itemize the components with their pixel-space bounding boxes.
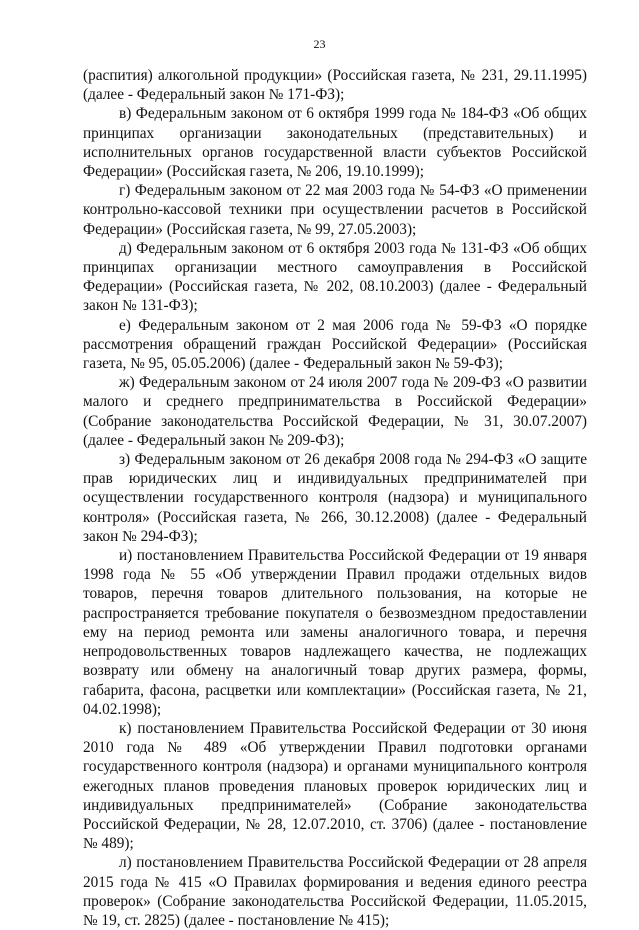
paragraph-item-z: з) Федеральным законом от 26 декабря 2008 года № 294-ФЗ «О защите прав юридических лиц и индивидуальных предпринимателей при осуществлении государственного контроля (надзора) и муниципального контроля» (Российская газета, № 266, 30.12.2008) (далее - Федеральный закон № 294-ФЗ); xyxy=(83,451,587,545)
page-number: 23 xyxy=(313,37,326,51)
paragraph-item-l: л) постановлением Правительства Российской Федерации от 28 апреля 2015 года № 415 «О Правилах формирования и ведения единого реестра проверок» (Собрание законодательства Российской Федерации, 11.05.2015, № 19, ст. 2825) (далее - постановление № 415); xyxy=(83,854,587,929)
paragraph-item-v: в) Федеральным законом от 6 октября 1999 года № 184-ФЗ «Об общих принципах организации законодательных (представительных) и исполнительных органов государственной власти субъектов Российской Федерации» (Российская газета, № 206, 19.10.1999); xyxy=(83,105,587,181)
paragraph-item-e: е) Федеральным законом от 2 мая 2006 года № 59-ФЗ «О порядке рассмотрения обращений граждан Российской Федерации» (Российская газета, № 95, 05.05.2006) (далее - Федеральный закон № 59-ФЗ); xyxy=(83,316,587,373)
paragraph-item-k: к) постановлением Правительства Российской Федерации от 30 июня 2010 года № 489 «Об утверждении Правил подготовки органами государственного контроля (надзора) и органами муниципального контроля ежегодных планов проведения плановых проверок юридических лиц и индивидуальных предпринимателей» (Собрание законодательства Российской Федерации, № 28, 12.07.2010, ст. 3706) (далее - постановление № 489); xyxy=(83,719,587,853)
paragraph-item-d: д) Федеральным законом от 6 октября 2003 года № 131-ФЗ «Об общих принципах организации местного самоуправления в Российской Федерации» (Российская газета, № 202, 08.10.2003) (далее - Федеральный закон № 131-ФЗ); xyxy=(83,239,587,315)
paragraph-continuation: (распития) алкогольной продукции» (Российская газета, № 231, 29.11.1995) (далее - Федеральный закон № 171-ФЗ); xyxy=(83,67,587,104)
paragraph-item-g: г) Федеральным законом от 22 мая 2003 года № 54-ФЗ «О применении контрольно-кассовой техники при осуществлении расчетов в Российской Федерации» (Российская газета, № 99, 27.05.2003); xyxy=(83,182,587,238)
document-body xyxy=(83,66,587,930)
paragraph-item-i: и) постановлением Правительства Российской Федерации от 19 января 1998 года № 55 «Об утверждении Правил продажи отдельных видов товаров, перечня товаров длительного пользования, на которые не распространяется требование покупателя о безвозмездном предоставлении ему на период ремонта или замены аналогичного товара, и перечня непродовольственных товаров надлежащего качества, не подлежащих возврату или обмену на аналогичный товар других размера, формы, габарита, фасона, расцветки или комплектации» (Российская газета, № 21, 04.02.1998); xyxy=(83,547,587,718)
paragraph-item-zh: ж) Федеральным законом от 24 июля 2007 года № 209-ФЗ «О развитии малого и среднего предпринимательства в Российской Федерации» (Собрание законодательства Российской Федерации, № 31, 30.07.2007) (далее - Федеральный закон № 209-ФЗ); xyxy=(83,374,587,449)
